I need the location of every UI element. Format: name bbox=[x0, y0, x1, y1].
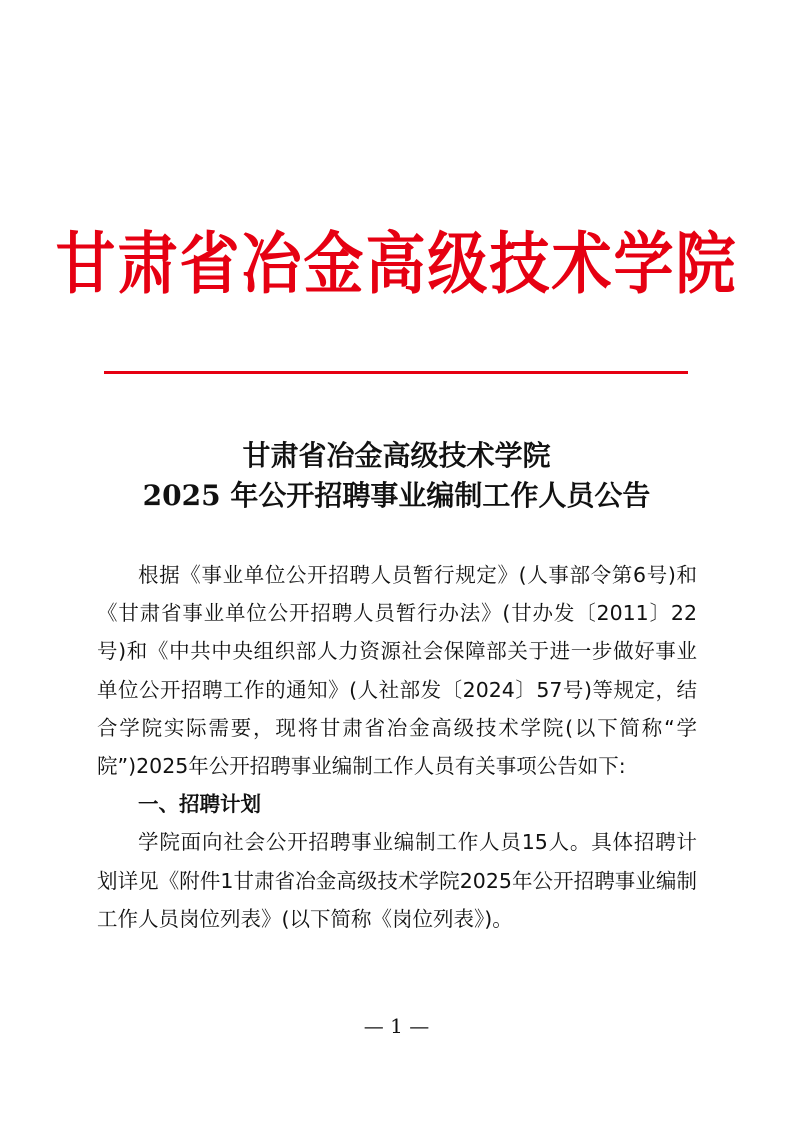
masthead-title: 甘肃省冶金高级技术学院 bbox=[55, 225, 738, 304]
document-title-line-2: 2025 年公开招聘事业编制工作人员公告 bbox=[142, 479, 651, 512]
intro-paragraph: 根据《事业单位公开招聘人员暂行规定》(人事部令第6号)和《甘肃省事业单位公开招聘人员暂行办法》(甘办发〔2011〕22号)和《中共中央组织部人力资源社会保障部关于进一步做好事业单位公开招聘工作的通知》(人社部发〔2024〕57号)等规定，结合学院实际需要，现将甘肃省冶金高级技术学院(以下简称“学院”)2025年公开招聘事业编制工作人员有关事项公告如下: bbox=[97, 563, 697, 779]
section-heading-recruitment-plan: 一、招聘计划 bbox=[138, 792, 261, 817]
document-title-line-1: 甘肃省冶金高级技术学院 bbox=[242, 439, 551, 472]
masthead-divider bbox=[104, 371, 688, 374]
document-body bbox=[97, 556, 697, 938]
recruitment-plan-paragraph: 学院面向社会公开招聘事业编制工作人员15人。具体招聘计划详见《附件1甘肃省冶金高级技术学院2025年公开招聘事业编制工作人员岗位列表》(以下简称《岗位列表》)。 bbox=[97, 830, 697, 931]
page-number: — 1 — bbox=[363, 1014, 430, 1038]
